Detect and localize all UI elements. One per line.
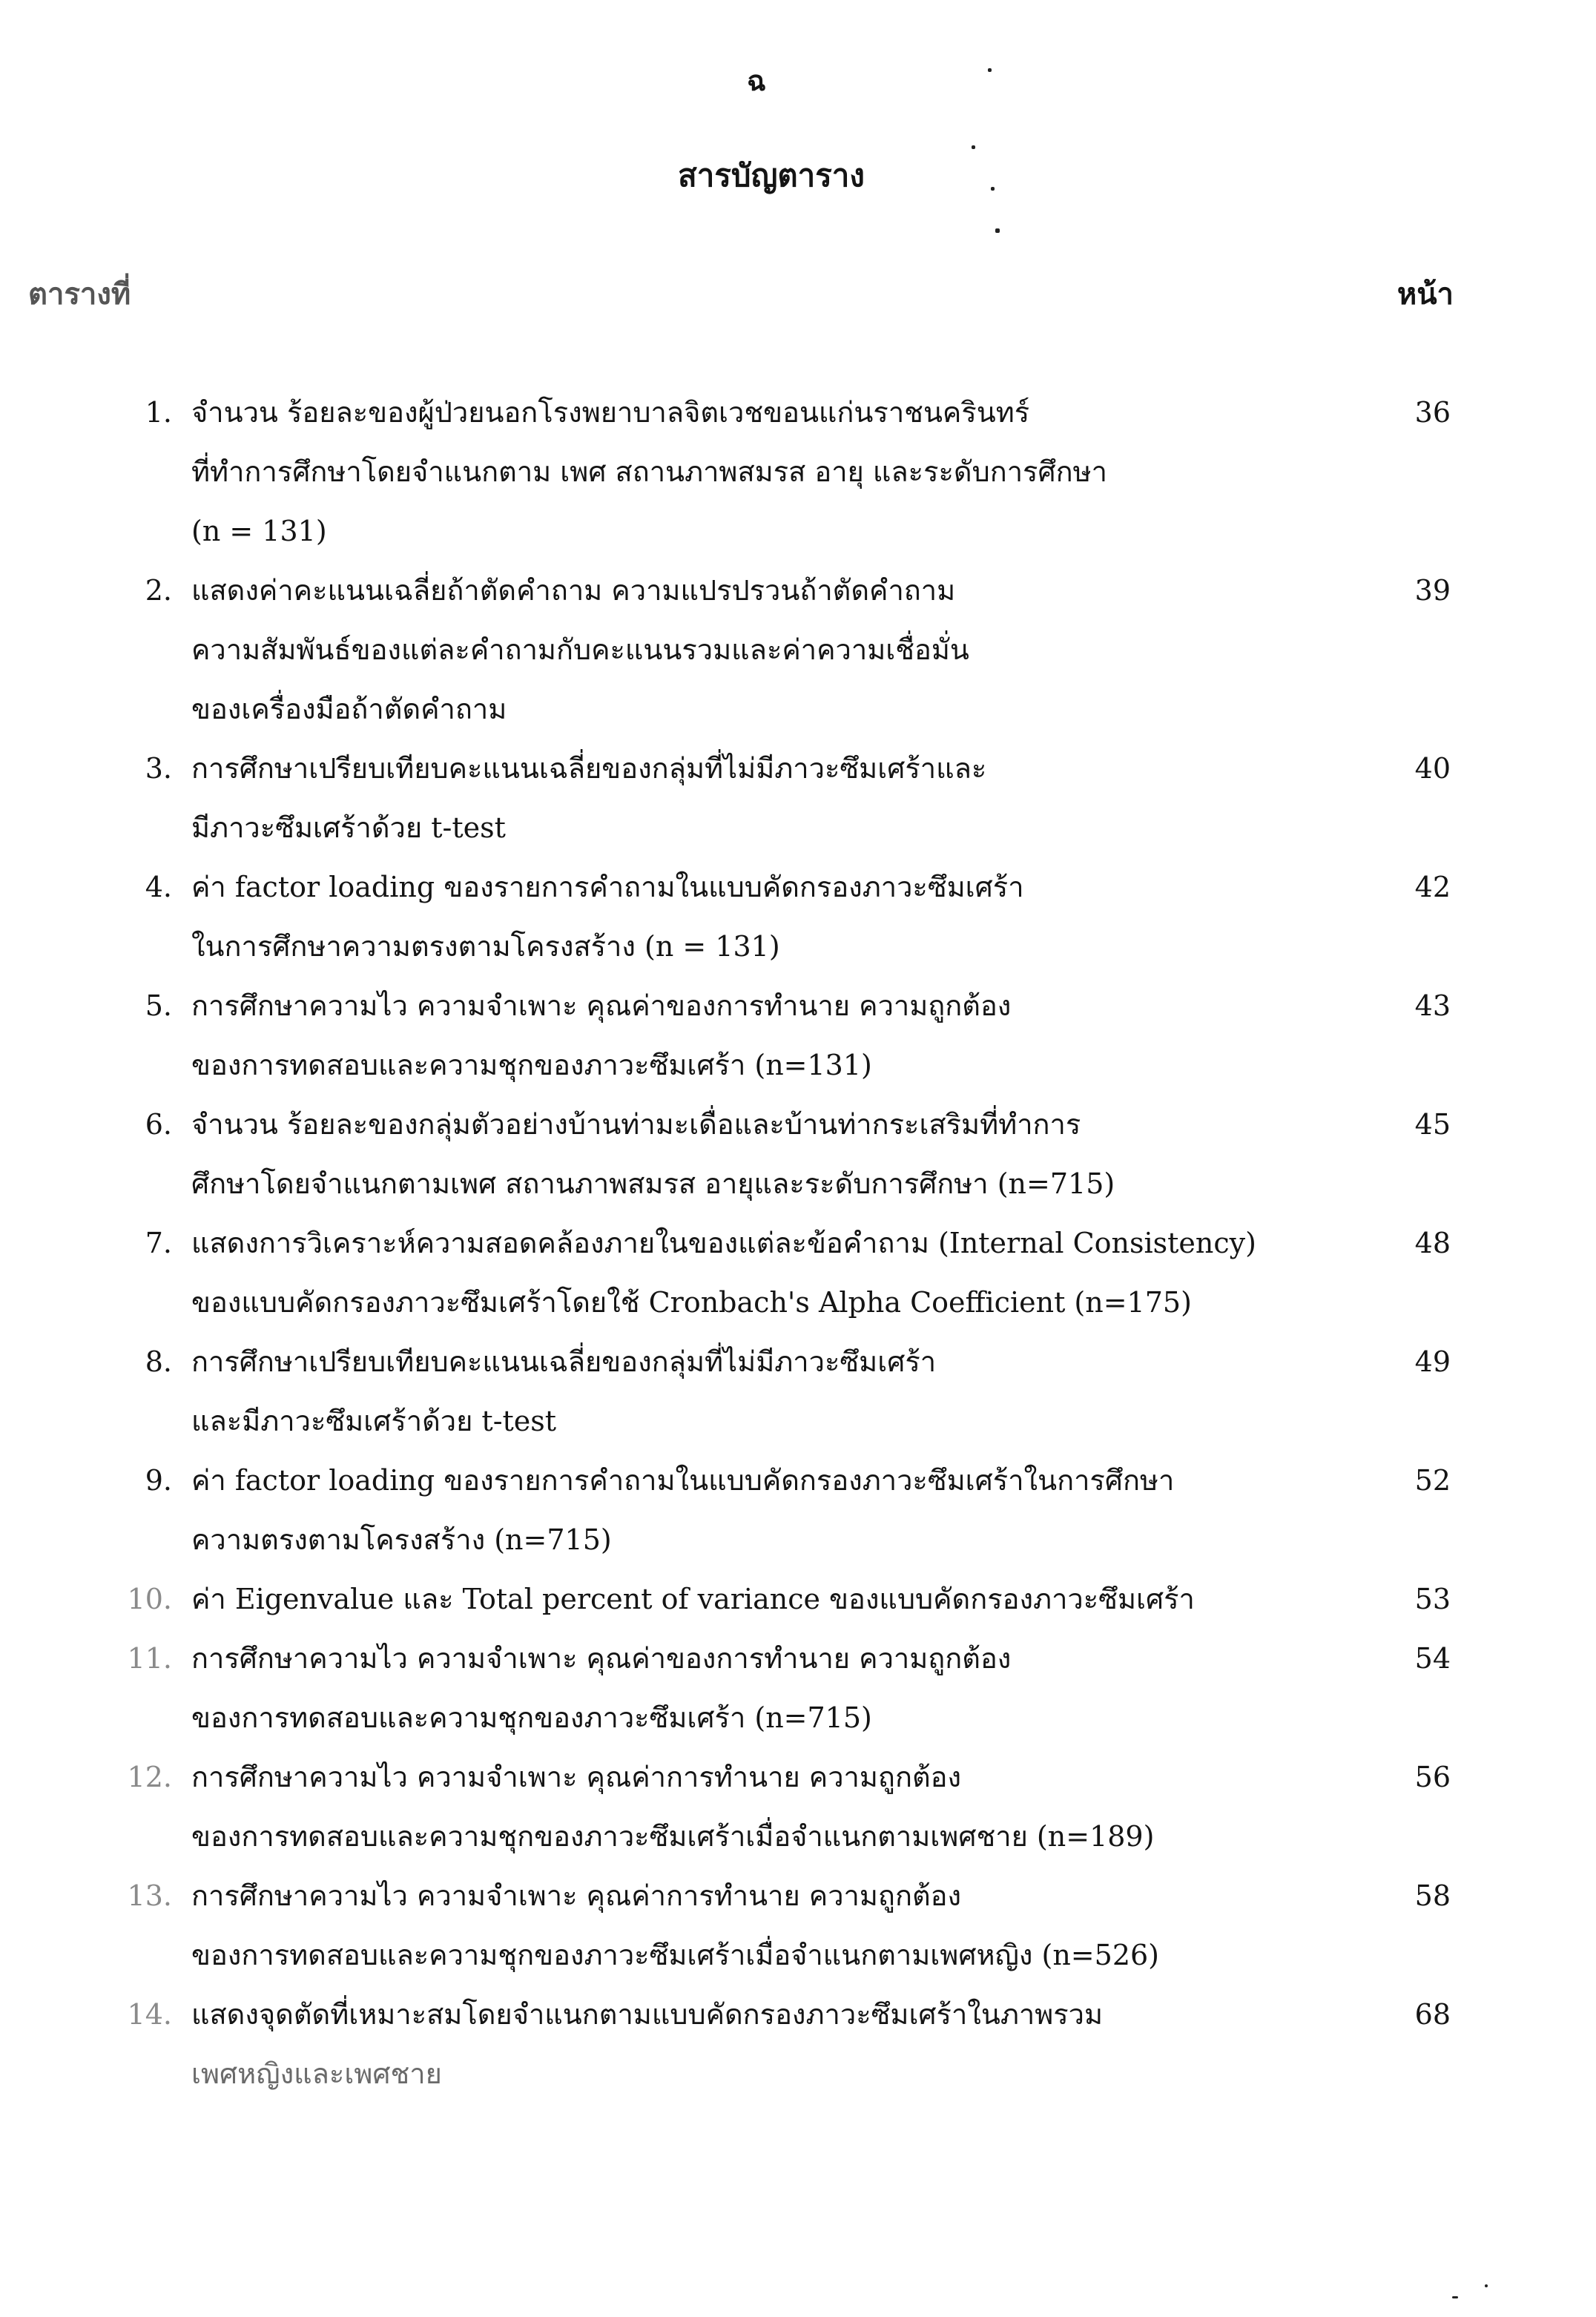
toc-entry-description (191, 561, 1333, 739)
toc-entry-description (191, 1747, 1333, 1866)
toc-entry-page: 58 (1414, 1879, 1451, 1912)
toc-entry-description (191, 857, 1333, 976)
toc-entry (0, 739, 1596, 857)
toc-entry (0, 857, 1596, 976)
toc-entry-description (191, 1985, 1333, 2103)
toc-entry-page: 68 (1414, 1998, 1451, 2031)
toc-entry (0, 383, 1596, 561)
toc-entry-line: ของการทดสอบและความชุกของภาวะซึมเศร้าเมื่อจำแนกตามเพศชาย (n=189) (191, 1820, 1155, 1853)
toc-entry-page: 36 (1414, 396, 1451, 429)
toc-entry-line: จำนวน ร้อยละของผู้ป่วยนอกโรงพยาบาลจิตเวชขอนแก่นราชนครินทร์ (191, 396, 1030, 429)
toc-entry-number: 5. (145, 989, 172, 1022)
toc-entry-line: ค่า Eigenvalue และ Total percent of variance ของแบบคัดกรองภาวะซึมเศร้า (191, 1583, 1195, 1615)
toc-entry-page: 48 (1414, 1227, 1451, 1259)
toc-entry (0, 1332, 1596, 1451)
toc-entry-page: 45 (1414, 1108, 1451, 1141)
toc-entry-line: ความตรงตามโครงสร้าง (n=715) (191, 1523, 612, 1556)
scan-speck (995, 228, 1000, 233)
toc-entry-number: 13. (127, 1879, 172, 1912)
toc-entry (0, 1985, 1596, 2103)
scan-speck (1452, 2296, 1458, 2298)
toc-entry-number: 2. (145, 574, 172, 607)
toc-entry-description (191, 976, 1333, 1095)
toc-entry (0, 561, 1596, 739)
toc-entry-description (191, 1095, 1333, 1213)
toc-entry-line: ในการศึกษาความตรงตามโครงสร้าง (n = 131) (191, 930, 780, 963)
toc-entry-line: ของการทดสอบและความชุกของภาวะซึมเศร้า (n=715) (191, 1701, 872, 1734)
toc-entry-line: การศึกษาความไว ความจำเพาะ คุณค่าการทำนาย ความถูกต้อง (191, 1761, 962, 1793)
table-of-contents-list (0, 383, 1596, 2103)
scan-speck (972, 145, 975, 149)
toc-entry-line: จำนวน ร้อยละของกลุ่มตัวอย่างบ้านท่ามะเดื่อและบ้านท่ากระเสริมที่ทำการ (191, 1108, 1081, 1141)
toc-entry-line: ที่ทำการศึกษาโดยจำแนกตาม เพศ สถานภาพสมรส อายุ และระดับการศึกษา (191, 455, 1107, 488)
toc-entry-line: ค่า factor loading ของรายการคำถามในแบบคัดกรองภาวะซึมเศร้า (191, 871, 1024, 903)
toc-entry-line: ความสัมพันธ์ของแต่ละคำถามกับคะแนนรวมและค่าความเชื่อมั่น (191, 633, 969, 666)
toc-entry (0, 1451, 1596, 1569)
toc-entry-number: 12. (127, 1761, 172, 1793)
toc-entry-page: 54 (1414, 1642, 1451, 1675)
toc-entry-line: การศึกษาเปรียบเทียบคะแนนเฉลี่ยของกลุ่มที่ไม่มีภาวะซึมเศร้า (191, 1345, 937, 1378)
toc-entry (0, 1569, 1596, 1629)
column-header-table-number: ตารางที่ (28, 277, 131, 312)
scan-speck (991, 187, 995, 191)
toc-entry-page: 39 (1414, 574, 1451, 607)
toc-entry-line: ของการทดสอบและความชุกของภาวะซึมเศร้าเมื่อจำแนกตามเพศหญิง (n=526) (191, 1939, 1160, 1971)
toc-entry (0, 1095, 1596, 1213)
toc-entry-line: ศึกษาโดยจำแนกตามเพศ สถานภาพสมรส อายุและระดับการศึกษา (n=715) (191, 1167, 1115, 1200)
toc-entry-line: และมีภาวะซึมเศร้าด้วย t-test (191, 1405, 557, 1437)
scan-speck (1485, 2284, 1488, 2287)
toc-entry (0, 976, 1596, 1095)
page-number: ฉ (747, 64, 766, 97)
toc-entry-description (191, 1213, 1333, 1332)
toc-entry-line: แสดงค่าคะแนนเฉลี่ยถ้าตัดคำถาม ความแปรปรวนถ้าตัดคำถาม (191, 574, 956, 607)
toc-entry-description (191, 739, 1333, 857)
toc-entry-page: 53 (1414, 1583, 1451, 1615)
scan-speck (988, 68, 992, 72)
toc-entry (0, 1747, 1596, 1866)
toc-entry-number: 9. (145, 1464, 172, 1497)
toc-entry-line: เพศหญิงและเพศชาย (191, 2057, 442, 2090)
toc-entry-page: 43 (1414, 989, 1451, 1022)
toc-entry-description (191, 1451, 1333, 1569)
toc-entry-description (191, 1629, 1333, 1747)
page-title: สารบัญตาราง (678, 157, 865, 194)
toc-entry-page: 42 (1414, 871, 1451, 903)
toc-entry-line: แสดงการวิเคราะห์ความสอดคล้องภายในของแต่ละข้อคำถาม (Internal Consistency) (191, 1227, 1256, 1259)
toc-entry-page: 49 (1414, 1345, 1451, 1378)
toc-entry-description (191, 1332, 1333, 1451)
toc-entry-line: ของการทดสอบและความชุกของภาวะซึมเศร้า (n=131) (191, 1049, 872, 1081)
toc-entry-page: 52 (1414, 1464, 1451, 1497)
column-header-page: หน้า (1396, 277, 1454, 312)
toc-entry-line: การศึกษาเปรียบเทียบคะแนนเฉลี่ยของกลุ่มที่ไม่มีภาวะซึมเศร้าและ (191, 752, 987, 785)
toc-entry-number: 3. (145, 752, 172, 785)
toc-entry-line: แสดงจุดตัดที่เหมาะสมโดยจำแนกตามแบบคัดกรองภาวะซึมเศร้าในภาพรวม (191, 1998, 1104, 2031)
toc-entry-line: การศึกษาความไว ความจำเพาะ คุณค่าของการทำนาย ความถูกต้อง (191, 989, 1012, 1022)
toc-entry (0, 1629, 1596, 1747)
toc-entry-line: (n = 131) (191, 515, 327, 547)
toc-entry-number: 1. (145, 396, 172, 429)
toc-entry-page: 56 (1414, 1761, 1451, 1793)
toc-entry-number: 11. (127, 1642, 172, 1675)
toc-entry-number: 10. (127, 1583, 172, 1615)
toc-entry-description (191, 1866, 1333, 1985)
toc-entry-line: ของเครื่องมือถ้าตัดคำถาม (191, 693, 507, 725)
toc-entry-line: การศึกษาความไว ความจำเพาะ คุณค่าของการทำนาย ความถูกต้อง (191, 1642, 1012, 1675)
toc-entry-description (191, 383, 1333, 561)
toc-entry (0, 1213, 1596, 1332)
toc-entry-page: 40 (1414, 752, 1451, 785)
toc-entry-line: มีภาวะซึมเศร้าด้วย t-test (191, 811, 506, 844)
toc-entry (0, 1866, 1596, 1985)
toc-entry-number: 4. (145, 871, 172, 903)
toc-entry-line: การศึกษาความไว ความจำเพาะ คุณค่าการทำนาย ความถูกต้อง (191, 1879, 962, 1912)
toc-entry-line: ค่า factor loading ของรายการคำถามในแบบคัดกรองภาวะซึมเศร้าในการศึกษา (191, 1464, 1175, 1497)
toc-entry-line: ของแบบคัดกรองภาวะซึมเศร้าโดยใช้ Cronbach's Alpha Coefficient (n=175) (191, 1286, 1192, 1319)
toc-entry-number: 7. (145, 1227, 172, 1259)
toc-entry-number: 8. (145, 1345, 172, 1378)
toc-entry-number: 14. (127, 1998, 172, 2031)
toc-entry-description (191, 1569, 1333, 1629)
toc-entry-number: 6. (145, 1108, 172, 1141)
